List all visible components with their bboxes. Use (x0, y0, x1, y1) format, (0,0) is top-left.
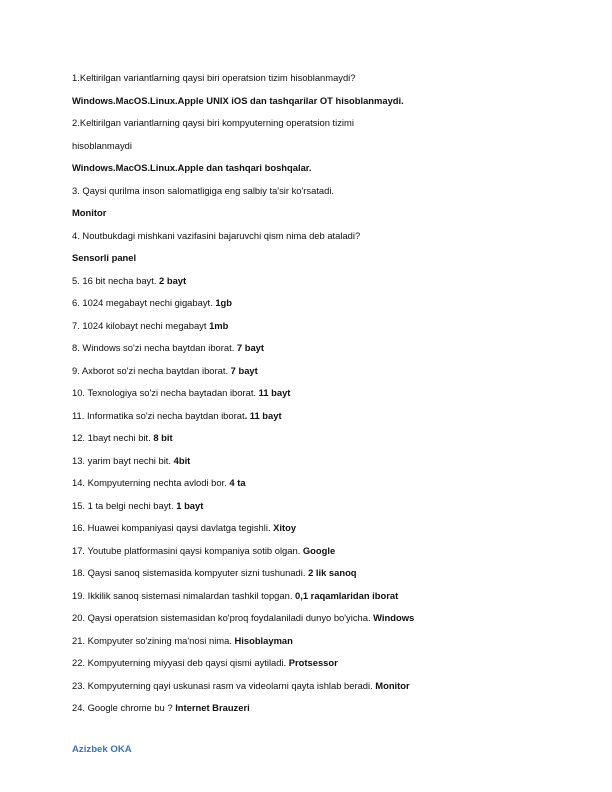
answer-text: Internet Brauzeri (175, 702, 250, 713)
document-line (72, 387, 552, 410)
question-text: 5. 16 bit necha bayt. (72, 274, 160, 286)
document-line (72, 590, 552, 613)
document-line (72, 117, 552, 140)
document-line (72, 207, 552, 230)
answer-text: Windows (373, 612, 415, 623)
document-line (72, 612, 552, 635)
question-text: 7. 1024 kilobayt nechi megabayt (72, 319, 210, 331)
question-text: 6. 1024 megabayt nechi gigabayt. (72, 297, 216, 308)
document-line (72, 522, 552, 545)
question-text: 14. Kompyuterning nechta avlodi bor. (72, 477, 230, 488)
answer-text: Google (302, 544, 336, 556)
question-text: 22. Kompyuterning miyyasi deb qaysi qismi aytiladi. (72, 657, 289, 668)
question-text: 10. Texnologiya so'zi necha baytadan iborat. (72, 387, 259, 398)
answer-text: 0,1 raqamlaridan iborat (295, 589, 399, 601)
document-line (72, 275, 552, 298)
answer-text: 1 bayt (176, 499, 204, 511)
question-text: 24. Google chrome bu ? (72, 702, 176, 713)
answer-text: 4 ta (229, 477, 246, 488)
question-text: 23. Kompyuterning qayi uskunasi rasm va videolarni qayta ishlab beradi. (72, 679, 376, 691)
footer-author: Azizbek OKA (72, 744, 132, 755)
document-line (72, 365, 552, 388)
answer-text: Hisoblayman (234, 634, 293, 646)
document-line (72, 545, 552, 568)
answer-text: 1gb (215, 297, 233, 308)
question-text: 18. Qaysi sanoq sistemasida kompyuter sizni tushunadi. (72, 567, 309, 578)
answer-text: 8 bit (153, 432, 173, 443)
document-line (72, 320, 552, 343)
document-line (72, 297, 552, 320)
question-text: 20. Qaysi operatsion sistemasidan ko'proq foydalaniladi dunyo bo'yicha. (72, 612, 374, 623)
document-line (72, 680, 552, 703)
question-text: 13. yarim bayt nechi bit. (72, 454, 174, 466)
document-line (72, 72, 552, 95)
question-text: 21. Kompyuter so'zining ma'nosi nima. (72, 634, 235, 646)
answer-text: 2 lik sanoq (308, 567, 357, 578)
question-text: 17. Youtube platformasini qaysi kompaniya sotib olgan. (72, 544, 303, 556)
document-line (72, 185, 552, 208)
question-text: 12. 1bayt nechi bit. (72, 432, 154, 443)
document-line (72, 567, 552, 590)
answer-text: 2 bayt (159, 274, 187, 286)
answer-text: 7 bayt (230, 364, 258, 376)
answer-text: Xitoy (273, 522, 297, 533)
answer-text: Protsessor (288, 657, 338, 668)
document-line (72, 657, 552, 680)
document-line (72, 455, 552, 478)
question-text: Windows.MacOS.Linux.Apple UNIX iOS dan tashqarilar OT hisoblanmaydi. (72, 94, 404, 106)
question-text: hisoblanmaydi (72, 139, 132, 151)
document-line (72, 230, 552, 253)
question-text: 4. Noutbukdagi mishkani vazifasini bajaruvchi qism nima deb ataladi? (72, 229, 361, 241)
answer-text: 1mb (209, 319, 229, 331)
question-text: 15. 1 ta belgi nechi bayt. (72, 499, 177, 511)
answer-text: Monitor (375, 679, 410, 691)
answer-text: 4bit (173, 454, 191, 466)
document-body (72, 72, 552, 725)
document-line (72, 500, 552, 523)
question-text: Monitor (72, 207, 107, 218)
answer-text: . 11 bayt (244, 409, 282, 421)
question-text: 19. Ikkilik sanoq sistemasi nimalardan tashkil topgan. (72, 589, 296, 601)
document-line (72, 635, 552, 658)
document-line (72, 410, 552, 433)
document-line (72, 702, 552, 725)
question-text: 11. Informatika so'zi necha baytdan iborat (72, 409, 245, 421)
document-line (72, 140, 552, 163)
question-text: 16. Huawei kompaniyasi qaysi davlatga tegishli. (72, 522, 274, 533)
document-line (72, 477, 552, 500)
document-line (72, 342, 552, 365)
document-line (72, 252, 552, 275)
document-line (72, 162, 552, 185)
question-text: Windows.MacOS.Linux.Apple dan tashqari boshqalar. (72, 162, 312, 173)
document-line (72, 95, 552, 118)
question-text: 3. Qaysi qurilma inson salomatligiga eng salbiy ta'sir ko'rsatadi. (72, 184, 335, 196)
answer-text: 11 bayt (258, 387, 291, 398)
question-text: 1.Keltirilgan variantlarning qaysi biri operatsion tizim hisoblanmaydi? (72, 72, 356, 83)
question-text: 9. Axborot so'zi necha baytdan iborat. (72, 364, 231, 376)
question-text: 8. Windows so'zi necha baytdan iborat. (72, 342, 237, 353)
document-line (72, 432, 552, 455)
answer-text: 7 bayt (236, 342, 265, 353)
question-text: 2.Keltirilgan variantlarning qaysi biri kompyuterning operatsion tizimi (72, 117, 354, 128)
question-text: Sensorli panel (72, 252, 137, 263)
